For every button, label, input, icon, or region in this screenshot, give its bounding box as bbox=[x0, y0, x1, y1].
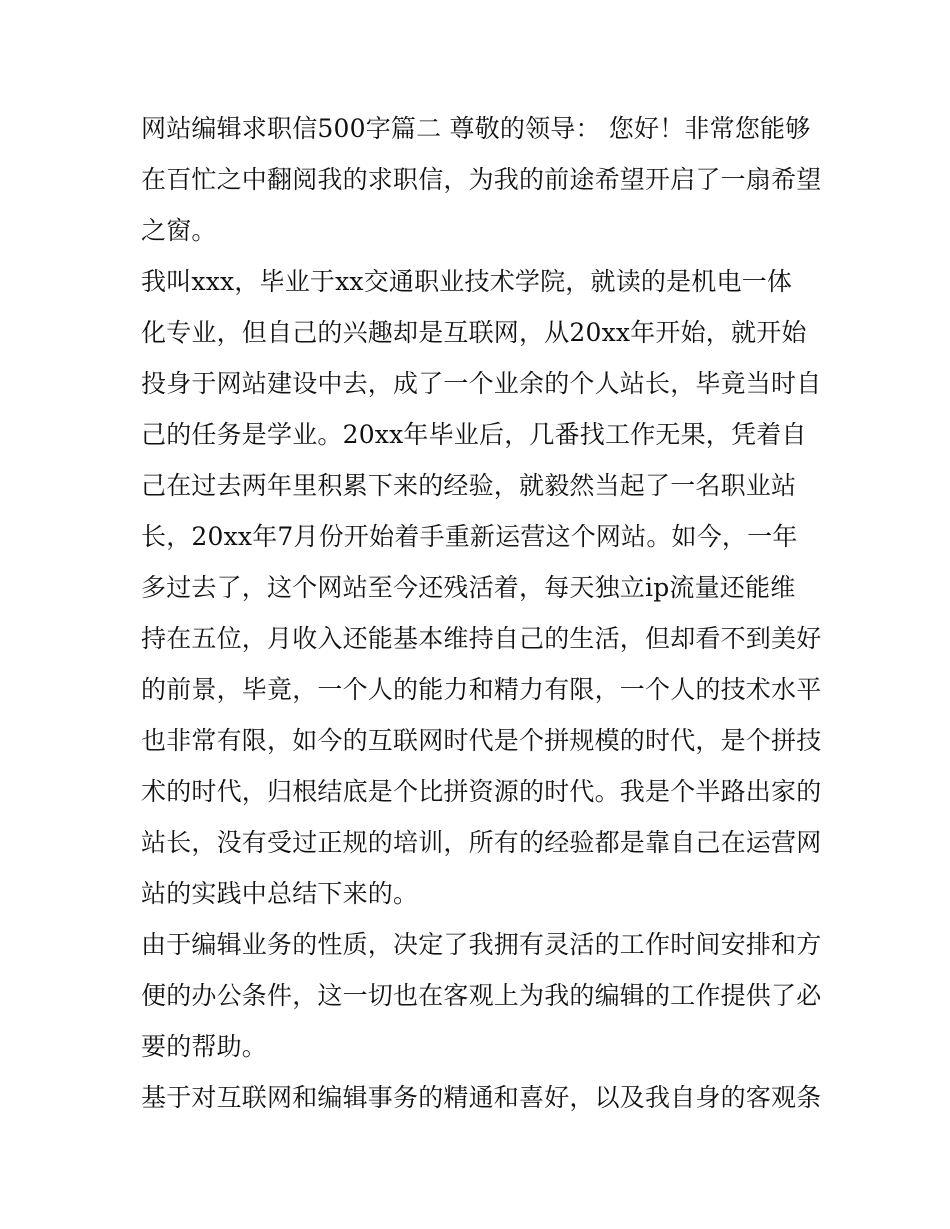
paragraph-4-line-1: 基于对互联网和编辑事务的精通和喜好，以及我自身的客观条 bbox=[141, 1083, 822, 1112]
paragraph-3-line-3: 要的帮助。 bbox=[141, 1032, 268, 1061]
paragraph-1-line-1: 网站编辑求职信500字篇二 尊敬的领导： 您好！非常您能够 bbox=[141, 114, 811, 143]
paragraph-2-line-5: 己在过去两年里积累下来的经验，就毅然当起了一名职业站 bbox=[141, 471, 797, 500]
paragraph-2-line-12: 站长，没有受过正规的培训，所有的经验都是靠自己在运营网 bbox=[141, 828, 822, 857]
paragraph-3-line-2: 便的办公条件，这一切也在客观上为我的编辑的工作提供了必 bbox=[141, 981, 822, 1010]
paragraph-3-line-1: 由于编辑业务的性质，决定了我拥有灵活的工作时间安排和方 bbox=[141, 930, 822, 959]
paragraph-2-line-6: 长，20xx年7月份开始着手重新运营这个网站。如今，一年 bbox=[141, 522, 798, 551]
paragraph-2-line-11: 术的时代，归根结底是个比拼资源的时代。我是个半路出家的 bbox=[141, 777, 822, 806]
paragraph-1-line-2: 在百忙之中翻阅我的求职信，为我的前途希望开启了一扇希望 bbox=[141, 165, 822, 194]
paragraph-2-line-1: 我叫xxx，毕业于xx交通职业技术学院，就读的是机电一体 bbox=[141, 267, 793, 296]
paragraph-2-line-7: 多过去了，这个网站至今还残活着，每天独立ip流量还能维 bbox=[141, 573, 796, 602]
paragraph-1-line-3: 之窗。 bbox=[141, 216, 217, 245]
paragraph-2-line-4: 己的任务是学业。20xx年毕业后，几番找工作无果，凭着自 bbox=[141, 420, 807, 449]
paragraph-2-line-8: 持在五位，月收入还能基本维持自己的生活，但却看不到美好 bbox=[141, 624, 822, 653]
paragraph-2-line-3: 投身于网站建设中去，成了一个业余的个人站长，毕竟当时自 bbox=[141, 369, 822, 398]
paragraph-2-line-2: 化专业，但自己的兴趣却是互联网，从20xx年开始，就开始 bbox=[141, 318, 807, 347]
paragraph-2-line-10: 也非常有限，如今的互联网时代是个拼规模的时代，是个拼技 bbox=[141, 726, 822, 755]
paragraph-2-line-13: 站的实践中总结下来的。 bbox=[141, 879, 419, 908]
paragraph-2-line-9: 的前景，毕竟，一个人的能力和精力有限，一个人的技术水平 bbox=[141, 675, 822, 704]
